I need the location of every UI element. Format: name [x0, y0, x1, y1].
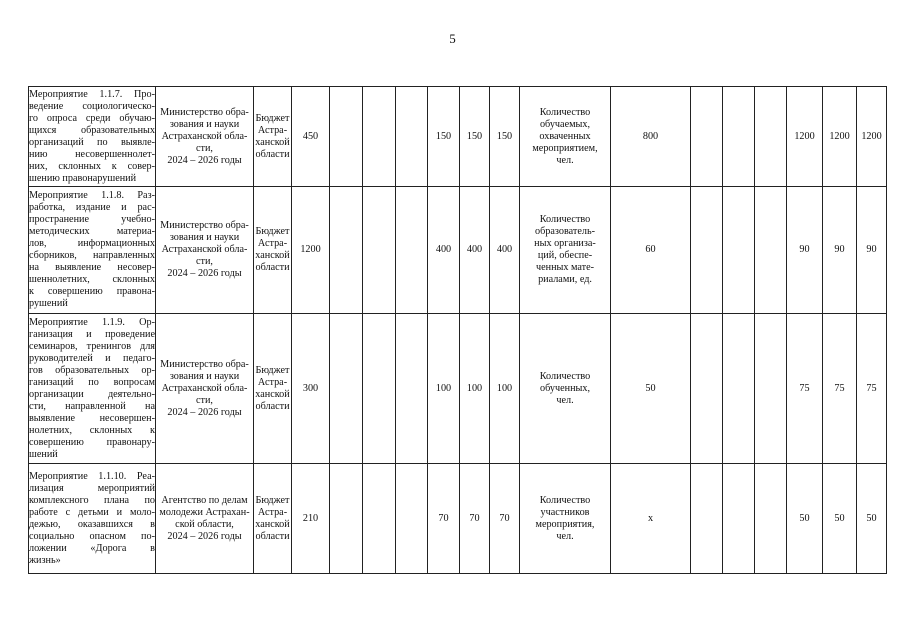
table-row [29, 187, 887, 314]
target-value-cell: 50 [787, 464, 823, 574]
empty-cell [363, 87, 396, 187]
executor-cell-line: ской области, [175, 518, 234, 530]
table-row [29, 87, 887, 187]
total-amount-cell: 1200 [292, 187, 330, 314]
base-value-cell: 60 [611, 187, 691, 314]
activity-name-cell-line: лизация мероприятий [29, 482, 155, 494]
activity-name-cell-line: методических материа- [29, 226, 155, 237]
activity-name-cell-line: нолетних, склонных к [29, 424, 155, 436]
executor-cell-line: сти, [196, 256, 213, 267]
activity-name-cell-line: рушений [29, 298, 68, 309]
activity-name-cell-line: ганизация и проведение [29, 328, 155, 340]
target-value-cell: 75 [857, 314, 887, 464]
empty-cell [330, 187, 363, 314]
indicator-cell-line: ченных мате- [535, 262, 595, 273]
activity-name-cell-line: Мероприятие 1.1.7. Про- [29, 88, 155, 100]
amount-cell: 100 [460, 314, 490, 464]
amount-cell: 70 [460, 464, 490, 574]
activity-name-cell-line: комплексного плана по [29, 494, 155, 506]
amount-cell: 70 [428, 464, 460, 574]
funding-source-cell-line: ханской [255, 518, 290, 530]
amount-cell: 150 [428, 87, 460, 187]
activity-name-cell-line: социально опасном по- [29, 530, 155, 542]
activity-name-cell [29, 314, 156, 464]
executor-cell-line: Агентство по делам [161, 494, 248, 506]
target-value-cell: 90 [787, 187, 823, 314]
activity-name-cell-line: выявление несовершен- [29, 412, 155, 424]
executor-cell-line: Астраханской обла- [161, 244, 248, 255]
target-value-cell: 50 [823, 464, 857, 574]
funding-source-cell [254, 87, 292, 187]
executor-cell-line: 2024 – 2026 годы [167, 530, 242, 542]
indicator-cell-line: Количество [539, 214, 591, 225]
indicator-cell-line: чел. [556, 394, 574, 406]
executor-cell [156, 187, 254, 314]
empty-cell [723, 187, 755, 314]
activity-name-cell-line: ведение социологическо- [29, 100, 155, 112]
funding-source-cell-line: области [255, 148, 290, 160]
executor-cell-line: сти, [196, 394, 213, 406]
indicator-cell-line: чел. [556, 154, 574, 166]
activity-name-cell-line: шеннолетних, склонных [29, 274, 155, 285]
target-value-cell: 75 [823, 314, 857, 464]
empty-cell [755, 314, 787, 464]
total-amount-cell: 450 [292, 87, 330, 187]
activity-name-cell-line: сти, направленной на [29, 400, 155, 412]
activity-name-cell-line: на выявление несовер- [29, 262, 155, 273]
empty-cell [691, 314, 723, 464]
executor-cell [156, 87, 254, 187]
executor-cell-line: Министерство обра- [160, 106, 249, 118]
indicator-cell-line: участников [540, 506, 590, 518]
activity-name-cell-line: шению правонарушений [29, 172, 137, 184]
activity-name-cell-line: сборников, направленных [29, 250, 155, 261]
empty-cell [691, 87, 723, 187]
indicator-cell-line: мероприятия, [535, 518, 595, 530]
empty-cell [755, 464, 787, 574]
total-amount-cell: 300 [292, 314, 330, 464]
activity-name-cell-line: организаций по выявле- [29, 136, 155, 148]
activity-name-cell-line: жизнь» [29, 554, 61, 566]
activity-name-cell-line: нию несовершеннолет- [29, 148, 155, 160]
activity-name-cell [29, 464, 156, 574]
indicator-cell-line: чел. [556, 530, 574, 542]
empty-cell [691, 187, 723, 314]
activity-name-cell-line: лов, информационных [29, 238, 155, 249]
activity-name-cell-line: Мероприятие 1.1.8. Раз- [29, 190, 155, 201]
executor-cell-line: сти, [196, 142, 213, 154]
indicator-cell [520, 187, 611, 314]
empty-cell [363, 187, 396, 314]
target-value-cell: 1200 [787, 87, 823, 187]
empty-cell [363, 464, 396, 574]
executor-cell-line: зования и науки [169, 232, 240, 243]
activity-name-cell-line: Мероприятие 1.1.10. Реа- [29, 470, 155, 482]
funding-source-cell-line: Бюджет [255, 364, 290, 376]
funding-source-cell-line: области [255, 262, 290, 273]
indicator-cell-line: мероприятием, [532, 142, 598, 154]
funding-source-cell-line: Бюджет [255, 494, 290, 506]
empty-cell [330, 314, 363, 464]
empty-cell [755, 87, 787, 187]
empty-cell [396, 464, 428, 574]
activity-name-cell [29, 187, 156, 314]
indicator-cell-line: Количество [539, 494, 591, 506]
empty-cell [755, 187, 787, 314]
total-amount-cell: 210 [292, 464, 330, 574]
amount-cell: 150 [460, 87, 490, 187]
amount-cell: 100 [490, 314, 520, 464]
activities-table [28, 86, 887, 574]
activity-name-cell-line: совершению правонару- [29, 436, 155, 448]
funding-source-cell-line: Бюджет [255, 112, 290, 124]
activity-name-cell-line: руководителей и педаго- [29, 352, 155, 364]
activity-name-cell-line: к совершению правона- [29, 286, 155, 297]
target-value-cell: 75 [787, 314, 823, 464]
executor-cell-line: Министерство обра- [160, 220, 249, 231]
activity-name-cell-line: Мероприятие 1.1.9. Ор- [29, 316, 155, 328]
executor-cell-line: молодежи Астрахан- [159, 506, 250, 518]
executor-cell [156, 464, 254, 574]
amount-cell: 150 [490, 87, 520, 187]
amount-cell: 70 [490, 464, 520, 574]
funding-source-cell-line: Астра- [257, 376, 288, 388]
table-row [29, 464, 887, 574]
empty-cell [723, 87, 755, 187]
target-value-cell: 1200 [857, 87, 887, 187]
activity-name-cell-line: ганизаций по вопросам [29, 376, 155, 388]
funding-source-cell-line: Бюджет [255, 226, 290, 237]
indicator-cell [520, 464, 611, 574]
indicator-cell-line: Количество [539, 370, 591, 382]
indicator-cell-line: ций, обеспе- [537, 250, 593, 261]
activity-name-cell-line: работка, издание и рас- [29, 202, 155, 213]
indicator-cell-line: обученных, [539, 382, 591, 394]
amount-cell: 100 [428, 314, 460, 464]
executor-cell-line: 2024 – 2026 годы [167, 268, 242, 279]
page-number: 5 [449, 31, 456, 46]
activity-name-cell-line: го опроса среди обучаю- [29, 112, 155, 124]
funding-source-cell [254, 187, 292, 314]
activity-name-cell-line: дежью, оказавшихся в [29, 518, 155, 530]
empty-cell [691, 464, 723, 574]
target-value-cell: 90 [857, 187, 887, 314]
amount-cell: 400 [460, 187, 490, 314]
empty-cell [330, 87, 363, 187]
amount-cell: 400 [428, 187, 460, 314]
activity-name-cell-line: шений [29, 448, 58, 460]
indicator-cell [520, 87, 611, 187]
base-value-cell: 50 [611, 314, 691, 464]
funding-source-cell-line: ханской [255, 388, 290, 400]
funding-source-cell-line: Астра- [257, 124, 288, 136]
target-value-cell: 50 [857, 464, 887, 574]
funding-source-cell-line: ханской [255, 136, 290, 148]
funding-source-cell-line: Астра- [257, 238, 288, 249]
activity-name-cell-line: работе с детьми и моло- [29, 506, 155, 518]
empty-cell [396, 314, 428, 464]
target-value-cell: 1200 [823, 87, 857, 187]
amount-cell: 400 [490, 187, 520, 314]
activity-name-cell-line: организации деятельно- [29, 388, 155, 400]
activity-name-cell-line: гов образовательных ор- [29, 364, 155, 376]
executor-cell-line: зования и науки [169, 370, 240, 382]
target-value-cell: 90 [823, 187, 857, 314]
funding-source-cell [254, 314, 292, 464]
indicator-cell [520, 314, 611, 464]
executor-cell-line: 2024 – 2026 годы [167, 154, 242, 166]
executor-cell-line: 2024 – 2026 годы [167, 406, 242, 418]
table-row [29, 314, 887, 464]
executor-cell-line: зования и науки [169, 118, 240, 130]
empty-cell [363, 314, 396, 464]
base-value-cell: 800 [611, 87, 691, 187]
indicator-cell-line: Количество [539, 106, 591, 118]
empty-cell [723, 314, 755, 464]
activity-name-cell-line: ложении «Дорога в [29, 542, 155, 554]
executor-cell-line: Астраханской обла- [161, 130, 248, 142]
funding-source-cell-line: области [255, 530, 290, 542]
executor-cell [156, 314, 254, 464]
activity-name-cell-line: щихся образовательных [29, 124, 155, 136]
activity-name-cell-line: семинаров, тренингов для [29, 340, 155, 352]
empty-cell [330, 464, 363, 574]
funding-source-cell-line: области [255, 400, 290, 412]
activity-name-cell-line: пространение учебно- [29, 214, 155, 225]
empty-cell [723, 464, 755, 574]
base-value-cell: х [611, 464, 691, 574]
executor-cell-line: Министерство обра- [160, 358, 249, 370]
funding-source-cell-line: ханской [255, 250, 290, 261]
indicator-cell-line: образователь- [535, 226, 595, 237]
activity-name-cell-line: них, склонных к совер- [29, 160, 155, 172]
indicator-cell-line: обучаемых, [539, 118, 591, 130]
indicator-cell-line: ных организа- [534, 238, 596, 249]
empty-cell [396, 187, 428, 314]
empty-cell [396, 87, 428, 187]
funding-source-cell-line: Астра- [257, 506, 288, 518]
indicator-cell-line: риалами, ед. [538, 274, 592, 285]
indicator-cell-line: охваченных [539, 130, 591, 142]
activity-name-cell [29, 87, 156, 187]
executor-cell-line: Астраханской обла- [161, 382, 248, 394]
funding-source-cell [254, 464, 292, 574]
